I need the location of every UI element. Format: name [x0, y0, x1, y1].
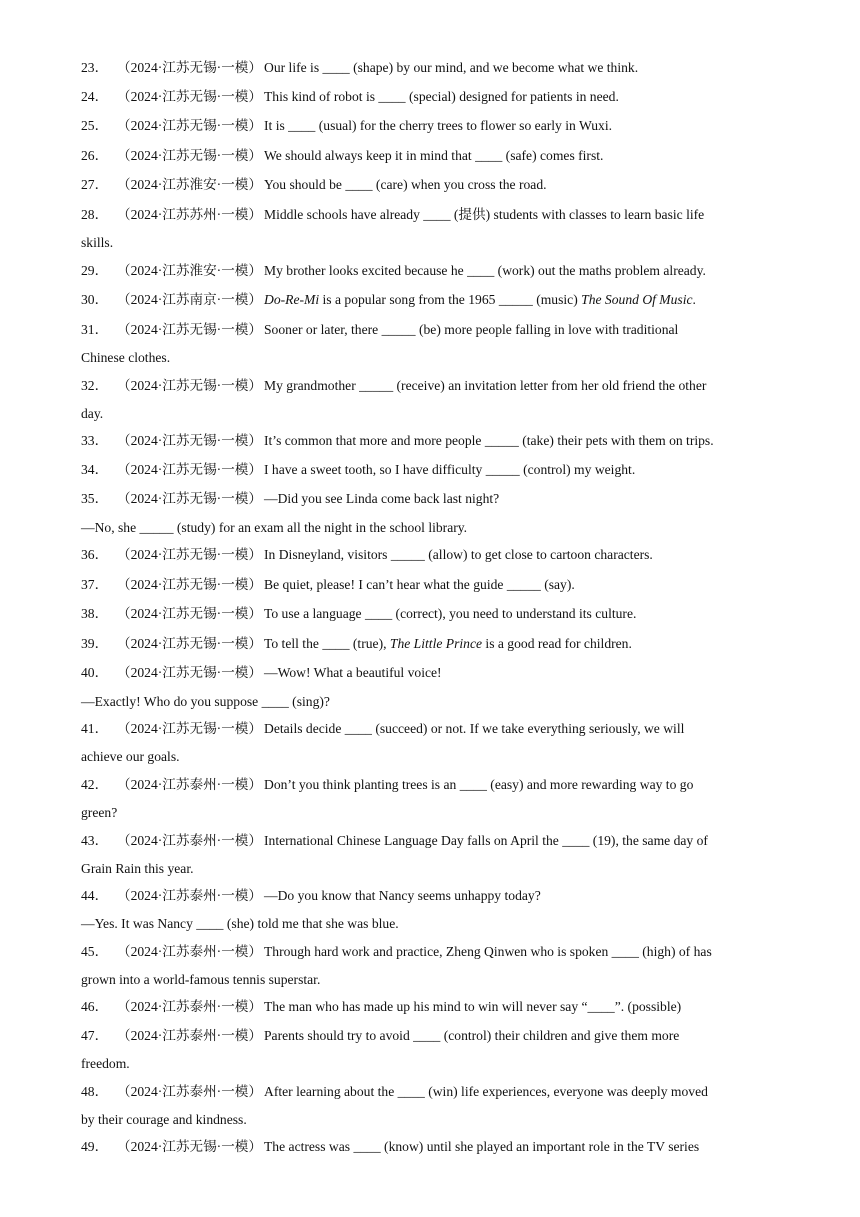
question-text: —Did you see Linda come back last night?: [264, 491, 500, 506]
question-number: 28．: [81, 207, 109, 222]
musical-title: The Sound Of Music: [581, 292, 693, 307]
question-text: Middle schools have already ____ (提供) students with classes to learn basic life: [264, 207, 705, 222]
question-number: 25．: [81, 118, 109, 133]
question-source: （2024·江苏苏州·一模）: [117, 207, 262, 222]
question-text: My brother looks excited because he ____ (work) out the maths problem already.: [264, 263, 706, 278]
question-number: 35．: [81, 491, 109, 506]
question-source: （2024·江苏无锡·一模）: [117, 721, 262, 736]
question-text: To use a language ____ (correct), you need to understand its culture.: [264, 606, 637, 621]
question-34: [81, 461, 635, 479]
question-text: is a popular song from the 1965 _____ (music): [319, 292, 582, 307]
question-47-continued: freedom.: [81, 1056, 130, 1071]
book-title: The Little Prince: [389, 636, 483, 651]
question-45: [81, 943, 712, 961]
question-number: 26．: [81, 148, 109, 163]
question-text: It’s common that more and more people _____ (take) their pets with them on trips.: [264, 433, 714, 448]
question-number: 33．: [81, 433, 109, 448]
question-number: 37．: [81, 577, 109, 592]
question-43: [81, 832, 708, 850]
question-text: To tell the ____ (true),: [264, 636, 390, 651]
question-45-continued: grown into a world-famous tennis superstar.: [81, 972, 321, 987]
question-26: [81, 147, 603, 165]
question-31: [81, 321, 678, 339]
question-44-continued: —Yes. It was Nancy ____ (she) told me that she was blue.: [81, 916, 399, 931]
question-source: （2024·江苏泰州·一模）: [117, 777, 262, 792]
question-source: （2024·江苏无锡·一模）: [117, 636, 262, 651]
question-30: [81, 291, 696, 309]
question-number: 30．: [81, 292, 109, 307]
question-49: [81, 1138, 699, 1156]
question-43-continued: Grain Rain this year.: [81, 861, 194, 876]
question-text: I have a sweet tooth, so I have difficulty _____ (control) my weight.: [264, 462, 636, 477]
question-44: [81, 887, 541, 905]
question-number: 24．: [81, 89, 109, 104]
question-number: 34．: [81, 462, 109, 477]
question-source: （2024·江苏无锡·一模）: [117, 148, 262, 163]
question-number: 45．: [81, 944, 109, 959]
question-source: （2024·江苏无锡·一模）: [117, 491, 262, 506]
question-source: （2024·江苏泰州·一模）: [117, 1028, 262, 1043]
question-number: 46．: [81, 999, 109, 1014]
question-24: [81, 88, 619, 106]
question-number: 23．: [81, 60, 109, 75]
question-text: Sooner or later, there _____ (be) more people falling in love with traditional: [264, 322, 679, 337]
question-41-continued: achieve our goals.: [81, 749, 180, 764]
question-text: Details decide ____ (succeed) or not. If we take everything seriously, we will: [264, 721, 685, 736]
question-source: （2024·江苏泰州·一模）: [117, 944, 262, 959]
question-source: （2024·江苏无锡·一模）: [117, 665, 262, 680]
question-source: （2024·江苏无锡·一模）: [117, 577, 262, 592]
question-source: （2024·江苏淮安·一模）: [117, 263, 262, 278]
question-source: （2024·江苏淮安·一模）: [117, 177, 262, 192]
question-source: （2024·江苏无锡·一模）: [117, 433, 262, 448]
question-number: 36．: [81, 547, 109, 562]
question-number: 31．: [81, 322, 109, 337]
question-source: （2024·江苏无锡·一模）: [117, 1139, 262, 1154]
question-48-continued: by their courage and kindness.: [81, 1112, 247, 1127]
question-text: My grandmother _____ (receive) an invitation letter from her old friend the other: [264, 378, 707, 393]
question-35-continued: —No, she _____ (study) for an exam all the night in the school library.: [81, 520, 468, 535]
question-41: [81, 720, 684, 738]
question-number: 39．: [81, 636, 109, 651]
question-text: The man who has made up his mind to win will never say “____”. (possible): [264, 999, 682, 1014]
question-text: This kind of robot is ____ (special) designed for patients in need.: [264, 89, 619, 104]
song-title: Do-Re-Mi: [264, 292, 320, 307]
question-text: Don’t you think planting trees is an ____ (easy) and more rewarding way to go: [264, 777, 694, 792]
question-47: [81, 1027, 679, 1045]
question-number: 38．: [81, 606, 109, 621]
question-number: 27．: [81, 177, 109, 192]
question-35: [81, 490, 499, 508]
question-number: 49．: [81, 1139, 109, 1154]
question-text: The actress was ____ (know) until she played an important role in the TV series: [264, 1139, 700, 1154]
question-source: （2024·江苏泰州·一模）: [117, 999, 262, 1014]
question-number: 48．: [81, 1084, 109, 1099]
question-number: 40．: [81, 665, 109, 680]
question-42: [81, 776, 693, 794]
question-27: [81, 176, 547, 194]
question-number: 32．: [81, 378, 109, 393]
question-number: 29．: [81, 263, 109, 278]
question-40-continued: —Exactly! Who do you suppose ____ (sing)?: [81, 694, 330, 709]
question-source: （2024·江苏泰州·一模）: [117, 833, 262, 848]
question-source: （2024·江苏无锡·一模）: [117, 606, 262, 621]
question-number: 47．: [81, 1028, 109, 1043]
question-text: Parents should try to avoid ____ (control) their children and give them more: [264, 1028, 680, 1043]
question-42-continued: green?: [81, 805, 118, 820]
question-text: —Do you know that Nancy seems unhappy today?: [264, 888, 541, 903]
question-38: [81, 605, 636, 623]
question-source: （2024·江苏泰州·一模）: [117, 1084, 262, 1099]
question-source: （2024·江苏无锡·一模）: [117, 547, 262, 562]
question-source: （2024·江苏无锡·一模）: [117, 378, 262, 393]
question-32: [81, 377, 706, 395]
question-source: （2024·江苏南京·一模）: [117, 292, 262, 307]
question-number: 42．: [81, 777, 109, 792]
question-text-end: .: [692, 292, 696, 307]
question-text: After learning about the ____ (win) life experiences, everyone was deeply moved: [264, 1084, 708, 1099]
question-40: [81, 664, 442, 682]
question-number: 41．: [81, 721, 109, 736]
question-46: [81, 998, 681, 1016]
question-28: [81, 206, 704, 224]
question-number: 43．: [81, 833, 109, 848]
question-text: Through hard work and practice, Zheng Qinwen who is spoken ____ (high) of has: [264, 944, 712, 959]
question-32-continued: day.: [81, 406, 104, 421]
question-23: [81, 59, 638, 77]
question-33: [81, 432, 714, 450]
question-source: （2024·江苏泰州·一模）: [117, 888, 262, 903]
question-text: In Disneyland, visitors _____ (allow) to get close to cartoon characters.: [264, 547, 653, 562]
question-text: International Chinese Language Day falls on April the ____ (19), the same day of: [264, 833, 708, 848]
question-text: —Wow! What a beautiful voice!: [264, 665, 442, 680]
question-source: （2024·江苏无锡·一模）: [117, 89, 262, 104]
question-37: [81, 576, 575, 594]
question-31-continued: Chinese clothes.: [81, 350, 171, 365]
question-source: （2024·江苏无锡·一模）: [117, 462, 262, 477]
question-text: Be quiet, please! I can’t hear what the guide _____ (say).: [264, 577, 575, 592]
question-source: （2024·江苏无锡·一模）: [117, 118, 262, 133]
question-text: Our life is ____ (shape) by our mind, and we become what we think.: [264, 60, 639, 75]
question-text: We should always keep it in mind that ____ (safe) comes first.: [264, 148, 604, 163]
question-text: You should be ____ (care) when you cross the road.: [264, 177, 547, 192]
question-28-continued: skills.: [81, 235, 114, 250]
question-36: [81, 546, 653, 564]
question-25: [81, 117, 612, 135]
question-39: [81, 635, 632, 653]
question-text: It is ____ (usual) for the cherry trees to flower so early in Wuxi.: [264, 118, 613, 133]
question-48: [81, 1083, 708, 1101]
question-source: （2024·江苏无锡·一模）: [117, 322, 262, 337]
question-text-end: is a good read for children.: [482, 636, 632, 651]
question-29: [81, 262, 706, 280]
question-source: （2024·江苏无锡·一模）: [117, 60, 262, 75]
question-number: 44．: [81, 888, 109, 903]
